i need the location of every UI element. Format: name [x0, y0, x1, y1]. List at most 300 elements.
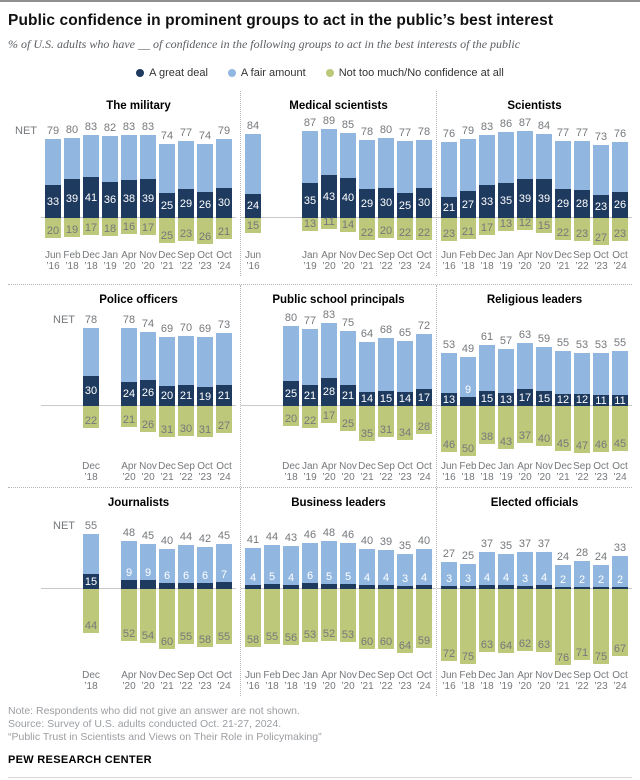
panel-title: Religious leaders — [486, 294, 583, 306]
great-deal-value-label: 11 — [595, 394, 607, 407]
fair-amount-segment — [359, 342, 375, 392]
no-confidence-value-label: 21 — [122, 414, 136, 426]
net-value-label: 70 — [179, 322, 193, 334]
no-confidence-value-label: 15 — [537, 220, 551, 232]
great-deal-value-label: 21 — [442, 201, 456, 214]
great-deal-value-label: 3 — [521, 573, 529, 585]
page-subtitle: % of U.S. adults who have __ of confidence in the following groups to act in the best interests of the public — [8, 37, 521, 51]
small-multiples-grid — [8, 91, 632, 696]
fair-amount-segment — [479, 135, 495, 185]
footer-source: Source: Survey of U.S. adults conducted Oct. 21-27, 2024. — [8, 718, 282, 730]
net-value-label: 84 — [537, 120, 551, 132]
net-value-label: 83 — [84, 121, 98, 133]
no-confidence-value-label: 23 — [442, 228, 456, 240]
panel-x-axis — [45, 670, 232, 696]
net-value-label: 57 — [499, 335, 513, 347]
great-deal-value-label: 6 — [163, 570, 171, 582]
net-value-label: 79 — [46, 125, 60, 137]
no-confidence-value-label: 53 — [303, 629, 317, 641]
net-value-label: 35 — [398, 540, 412, 552]
net-value-label: 77 — [303, 315, 317, 327]
great-deal-value-label: 40 — [341, 192, 355, 204]
no-confidence-value-label: 45 — [613, 438, 627, 450]
fair-amount-segment — [593, 353, 609, 395]
great-deal-value-label: 21 — [179, 389, 193, 402]
no-confidence-value-label: 46 — [442, 439, 456, 451]
no-confidence-value-label: 35 — [360, 428, 374, 440]
great-deal-value-label: 4 — [420, 572, 428, 584]
no-confidence-value-label: 22 — [417, 227, 431, 239]
net-value-label: 74 — [160, 130, 174, 142]
net-value-label: 77 — [179, 127, 193, 139]
panel-x-axis — [45, 250, 232, 276]
no-confidence-value-label: 26 — [198, 231, 212, 243]
no-confidence-value-label: 75 — [594, 651, 608, 663]
net-value-label: 77 — [398, 127, 412, 139]
net-prefix-label: NET — [15, 125, 37, 137]
fair-amount-segment — [45, 139, 61, 185]
great-deal-value-label: 39 — [537, 192, 551, 205]
no-confidence-value-label: 55 — [179, 631, 193, 643]
net-value-label: 46 — [341, 529, 355, 541]
net-value-label: 33 — [613, 542, 627, 554]
date-label: Dec ’18 — [478, 461, 496, 483]
net-value-label: 75 — [341, 317, 355, 329]
net-value-label: 83 — [141, 121, 155, 133]
date-label: Oct ’23 — [197, 461, 213, 483]
no-confidence-value-label: 19 — [65, 224, 79, 236]
net-value-label: 59 — [537, 333, 551, 345]
fair-amount-segment — [321, 323, 337, 378]
fair-amount-segment — [302, 131, 318, 183]
date-label: Dec ’18 — [282, 461, 300, 483]
net-value-label: 44 — [265, 531, 279, 543]
no-confidence-value-label: 27 — [217, 420, 231, 432]
panel-title: Medical scientists — [289, 100, 388, 112]
bottom-rule — [8, 777, 632, 778]
great-deal-value-label: 35 — [303, 194, 317, 207]
no-confidence-value-label: 26 — [141, 419, 155, 431]
great-deal-value-label: 4 — [249, 572, 257, 584]
fair-amount-segment — [517, 131, 533, 179]
no-confidence-value-label: 53 — [341, 629, 355, 641]
date-label: Feb ’18 — [459, 670, 477, 692]
great-deal-value-label: 17 — [417, 391, 431, 404]
great-deal-value-label: 3 — [401, 573, 409, 585]
fair-amount-segment — [441, 142, 457, 197]
great-deal-value-label: 12 — [575, 394, 589, 406]
no-confidence-value-label: 58 — [246, 634, 260, 646]
net-value-label: 45 — [141, 530, 155, 542]
no-confidence-value-label: 13 — [499, 218, 513, 230]
net-value-label: 53 — [575, 339, 589, 351]
great-deal-value-label: 29 — [360, 197, 374, 210]
date-label: Oct ’24 — [216, 461, 232, 483]
date-label: Feb ’18 — [459, 250, 477, 272]
date-label: Oct ’24 — [216, 670, 232, 692]
no-confidence-value-label: 21 — [217, 226, 231, 238]
date-label: Nov ’20 — [535, 461, 553, 483]
great-deal-value-label: 29 — [179, 197, 193, 210]
no-confidence-value-label: 21 — [461, 226, 475, 238]
great-deal-value-label: 6 — [201, 570, 209, 582]
net-value-label: 28 — [575, 547, 589, 559]
date-label: Apr ’20 — [517, 250, 533, 272]
great-deal-value-label: 2 — [578, 574, 586, 586]
date-label: Nov ’20 — [535, 250, 553, 272]
legend-label-great-deal: A great deal — [149, 67, 208, 79]
panel-x-axis — [245, 670, 432, 696]
great-deal-value-label: 9 — [464, 384, 472, 396]
net-value-label: 73 — [594, 131, 608, 143]
panel-scientists — [436, 91, 632, 276]
great-deal-value-label: 14 — [398, 393, 412, 405]
net-value-label: 53 — [594, 339, 608, 351]
no-confidence-value-label: 63 — [480, 639, 494, 651]
net-value-label: 43 — [284, 532, 298, 544]
legend — [8, 67, 632, 79]
no-confidence-value-label: 20 — [284, 413, 298, 425]
great-deal-value-label: 38 — [122, 193, 136, 205]
net-prefix-label: NET — [53, 520, 75, 532]
fair-amount-segment — [178, 336, 194, 385]
net-value-label: 83 — [122, 121, 136, 133]
great-deal-value-label: 33 — [46, 195, 60, 208]
no-confidence-value-label: 52 — [122, 628, 136, 640]
great-deal-value-label: 24 — [122, 388, 136, 400]
panel-chart — [245, 309, 432, 458]
great-deal-value-label: 6 — [306, 570, 314, 582]
no-confidence-value-label: 17 — [322, 410, 336, 422]
net-value-label: 69 — [160, 323, 174, 335]
date-label: Nov ’20 — [139, 461, 157, 483]
panel-x-axis — [441, 250, 628, 276]
net-value-label: 78 — [417, 126, 431, 138]
no-confidence-value-label: 60 — [379, 636, 393, 648]
date-label: Dec ’21 — [554, 670, 572, 692]
net-value-label: 46 — [303, 529, 317, 541]
panel-chart — [245, 519, 432, 667]
no-confidence-value-label: 31 — [379, 424, 393, 436]
no-confidence-value-label: 64 — [499, 640, 513, 652]
net-value-label: 78 — [84, 314, 98, 326]
fair-amount-segment — [397, 141, 413, 193]
pew-research-center-logo: PEW RESEARCH CENTER — [8, 754, 152, 766]
net-value-label: 55 — [556, 337, 570, 349]
date-label: Dec ’21 — [358, 461, 376, 483]
date-label: Jun ’16 — [244, 670, 262, 692]
no-confidence-value-label: 38 — [480, 431, 494, 443]
fair-amount-segment — [479, 345, 495, 391]
great-deal-value-label: 7 — [220, 569, 228, 581]
net-value-label: 65 — [398, 327, 412, 339]
date-label: Jun ’16 — [440, 461, 458, 483]
net-value-label: 55 — [84, 520, 98, 532]
no-confidence-value-label: 64 — [398, 640, 412, 652]
chart-card — [0, 12, 640, 778]
net-value-label: 87 — [518, 117, 532, 129]
net-value-label: 45 — [217, 530, 231, 542]
great-deal-value-label: 41 — [84, 191, 98, 204]
net-value-label: 72 — [417, 320, 431, 332]
date-label: Oct ’23 — [197, 250, 213, 272]
no-confidence-value-label: 25 — [341, 418, 355, 430]
date-label: Dec ’21 — [554, 250, 572, 272]
date-label: Sep ’22 — [377, 461, 395, 483]
net-value-label: 48 — [122, 527, 136, 539]
date-label: Oct ’23 — [197, 670, 213, 692]
date-label: Jun ’16 — [244, 250, 262, 272]
date-label: Feb ’18 — [63, 250, 81, 272]
great-deal-value-label: 11 — [614, 394, 626, 407]
fair-amount-segment — [216, 139, 232, 188]
no-confidence-value-label: 17 — [141, 222, 155, 234]
no-confidence-value-label: 31 — [160, 424, 174, 436]
no-confidence-value-label: 55 — [265, 631, 279, 643]
date-label: Nov ’20 — [139, 670, 157, 692]
net-value-label: 86 — [499, 118, 513, 130]
date-label: Oct ’24 — [416, 461, 432, 483]
footer-report-title: “Public Trust in Scientists and Views on Their Role in Policymaking” — [8, 731, 322, 743]
fair-amount-segment — [612, 142, 628, 192]
legend-item-great-deal — [136, 67, 208, 79]
net-value-label: 84 — [246, 120, 260, 132]
panel-x-axis — [245, 250, 432, 276]
fair-amount-dot-icon — [228, 69, 236, 77]
date-label: Dec ’18 — [282, 670, 300, 692]
date-label: Feb ’18 — [459, 461, 477, 483]
fair-amount-segment — [83, 328, 99, 376]
chart-row-1 — [8, 91, 632, 284]
great-deal-value-label: 25 — [398, 199, 412, 212]
chart-row-2 — [8, 284, 632, 487]
fair-amount-segment — [517, 343, 533, 389]
great-deal-value-label: 15 — [480, 392, 494, 405]
net-prefix-label: NET — [53, 314, 75, 326]
no-confidence-value-label: 71 — [575, 647, 589, 659]
date-label: Oct ’23 — [397, 461, 413, 483]
date-label: Oct ’24 — [416, 250, 432, 272]
great-deal-value-label: 6 — [182, 570, 190, 582]
no-confidence-value-label: 22 — [303, 415, 317, 427]
fair-amount-segment — [498, 132, 514, 183]
great-deal-value-label: 26 — [141, 387, 155, 399]
net-value-label: 63 — [518, 329, 532, 341]
great-deal-value-label: 30 — [417, 197, 431, 209]
fair-amount-segment — [612, 351, 628, 395]
panel-title: Business leaders — [291, 497, 386, 509]
great-deal-value-label: 5 — [344, 571, 352, 583]
date-label: Jan ’19 — [301, 670, 319, 692]
great-deal-value-label: 26 — [198, 199, 212, 211]
great-deal-dot-icon — [136, 69, 144, 77]
no-confidence-value-label: 23 — [613, 228, 627, 240]
date-label: Oct ’23 — [397, 250, 413, 272]
net-value-label: 82 — [103, 122, 117, 134]
fair-amount-segment — [283, 326, 299, 381]
date-label: Dec ’21 — [358, 250, 376, 272]
panel-chart — [441, 316, 628, 458]
net-value-label: 79 — [217, 125, 231, 137]
date-label: Sep ’22 — [573, 670, 591, 692]
great-deal-value-label: 4 — [363, 572, 371, 584]
net-value-label: 49 — [461, 343, 475, 355]
great-deal-value-label: 35 — [499, 194, 513, 207]
fair-amount-segment — [140, 332, 156, 380]
date-label: Dec ’18 — [82, 461, 100, 483]
date-label: Oct ’24 — [612, 250, 628, 272]
net-value-label: 85 — [341, 119, 355, 131]
net-value-label: 87 — [303, 117, 317, 129]
no-confidence-value-label: 22 — [360, 227, 374, 239]
no-confidence-value-label: 76 — [556, 652, 570, 664]
date-label: Oct ’23 — [397, 670, 413, 692]
fair-amount-segment — [102, 136, 118, 182]
net-value-label: 69 — [198, 323, 212, 335]
panel-police-officers — [8, 285, 240, 487]
date-label: Nov ’20 — [339, 461, 357, 483]
panel-title: Police officers — [99, 294, 178, 306]
net-value-label: 37 — [518, 538, 532, 550]
fair-amount-segment — [159, 337, 175, 386]
net-value-label: 78 — [122, 314, 136, 326]
great-deal-value-label: 15 — [537, 392, 551, 405]
date-label: Sep ’22 — [573, 250, 591, 272]
fair-amount-segment — [178, 141, 194, 189]
date-label: Apr ’20 — [321, 250, 337, 272]
no-confidence-value-label: 63 — [537, 639, 551, 651]
footer-note: Note: Respondents who did not give an answer are not shown. — [8, 705, 300, 717]
net-value-label: 41 — [246, 534, 260, 546]
fair-amount-segment — [245, 134, 261, 194]
great-deal-value-label: 23 — [594, 200, 608, 213]
date-label: Dec ’21 — [358, 670, 376, 692]
great-deal-value-label: 21 — [341, 389, 355, 402]
great-deal-value-label: 4 — [540, 572, 548, 584]
date-label: Jun ’16 — [440, 670, 458, 692]
no-confidence-value-label: 60 — [360, 636, 374, 648]
date-label: Apr ’20 — [121, 670, 137, 692]
panel-title: Scientists — [507, 100, 562, 112]
date-label: Dec ’18 — [82, 250, 100, 272]
great-deal-value-label: 30 — [84, 385, 98, 397]
date-label: Dec ’18 — [478, 250, 496, 272]
date-label: Oct ’23 — [593, 461, 609, 483]
no-confidence-value-label: 17 — [480, 222, 494, 234]
net-value-label: 40 — [417, 535, 431, 547]
great-deal-segment — [121, 580, 137, 589]
no-confidence-value-label: 23 — [179, 228, 193, 240]
great-deal-value-label: 39 — [65, 192, 79, 205]
fair-amount-segment — [216, 333, 232, 385]
no-confidence-value-label: 25 — [160, 230, 174, 242]
fair-amount-segment — [536, 347, 552, 391]
great-deal-value-label: 4 — [287, 572, 295, 584]
no-confidence-value-label: 34 — [398, 427, 412, 439]
fair-amount-segment — [197, 337, 213, 387]
no-confidence-value-label: 15 — [246, 220, 260, 232]
date-label: Apr ’20 — [517, 670, 533, 692]
no-confidence-value-label: 62 — [518, 638, 532, 650]
legend-label-no-confidence: Not too much/No confidence at all — [338, 67, 504, 79]
great-deal-value-label: 15 — [379, 392, 393, 405]
no-confidence-value-label: 72 — [442, 648, 456, 660]
fair-amount-segment — [340, 133, 356, 178]
fair-amount-segment — [83, 534, 99, 574]
net-value-label: 76 — [613, 128, 627, 140]
great-deal-value-label: 39 — [141, 192, 155, 205]
net-value-label: 80 — [284, 312, 298, 324]
date-label: Sep ’22 — [177, 670, 195, 692]
no-confidence-value-label: 14 — [341, 219, 355, 231]
panel-x-axis — [45, 461, 232, 487]
no-confidence-value-label: 31 — [198, 424, 212, 436]
net-value-label: 40 — [360, 535, 374, 547]
great-deal-value-label: 3 — [445, 573, 453, 585]
great-deal-value-label: 25 — [160, 199, 174, 212]
date-label: Dec ’21 — [158, 670, 176, 692]
date-label: Jun ’16 — [44, 250, 62, 272]
great-deal-value-label: 20 — [160, 390, 174, 402]
date-label: Dec ’21 — [158, 461, 176, 483]
date-label: Feb ’18 — [263, 670, 281, 692]
no-confidence-value-label: 30 — [179, 423, 193, 435]
date-label: Apr ’20 — [121, 461, 137, 483]
fair-amount-segment — [574, 141, 590, 190]
fair-amount-segment — [359, 140, 375, 189]
fair-amount-segment — [536, 134, 552, 179]
great-deal-value-label: 27 — [461, 198, 475, 211]
no-confidence-value-label: 47 — [575, 440, 589, 452]
great-deal-value-label: 30 — [217, 197, 231, 209]
great-deal-value-label: 36 — [103, 194, 117, 206]
great-deal-value-label: 19 — [198, 390, 212, 403]
no-confidence-value-label: 44 — [84, 620, 98, 632]
no-confidence-value-label: 17 — [84, 222, 98, 234]
panel-chart — [45, 316, 232, 458]
fair-amount-segment — [416, 140, 432, 188]
great-deal-value-label: 2 — [616, 574, 624, 586]
great-deal-value-label: 4 — [382, 572, 390, 584]
net-value-label: 73 — [217, 319, 231, 331]
panel-chart — [441, 519, 628, 667]
great-deal-value-label: 43 — [322, 190, 336, 203]
date-label: Dec ’18 — [478, 670, 496, 692]
no-confidence-value-label: 46 — [594, 439, 608, 451]
net-value-label: 77 — [575, 127, 589, 139]
no-confidence-value-label: 23 — [575, 228, 589, 240]
date-label: Apr ’20 — [321, 670, 337, 692]
no-confidence-value-label: 20 — [379, 225, 393, 237]
date-label: Oct ’24 — [612, 461, 628, 483]
no-confidence-value-label: 67 — [613, 643, 627, 655]
panel-title: The military — [106, 100, 171, 112]
panel-x-axis — [441, 461, 628, 487]
net-value-label: 79 — [461, 125, 475, 137]
great-deal-value-label: 39 — [518, 192, 532, 205]
panel-the-military — [8, 91, 240, 276]
panel-chart — [441, 117, 628, 247]
panel-business-leaders — [240, 488, 436, 696]
date-label: Dec ’21 — [158, 250, 176, 272]
no-confidence-value-label: 56 — [284, 632, 298, 644]
panel-x-axis — [441, 670, 628, 696]
date-label: Apr ’20 — [321, 461, 337, 483]
top-rule — [0, 0, 640, 2]
no-confidence-value-label: 11 — [323, 216, 335, 228]
date-label: Jan ’19 — [301, 250, 319, 272]
date-label: Sep ’22 — [377, 670, 395, 692]
